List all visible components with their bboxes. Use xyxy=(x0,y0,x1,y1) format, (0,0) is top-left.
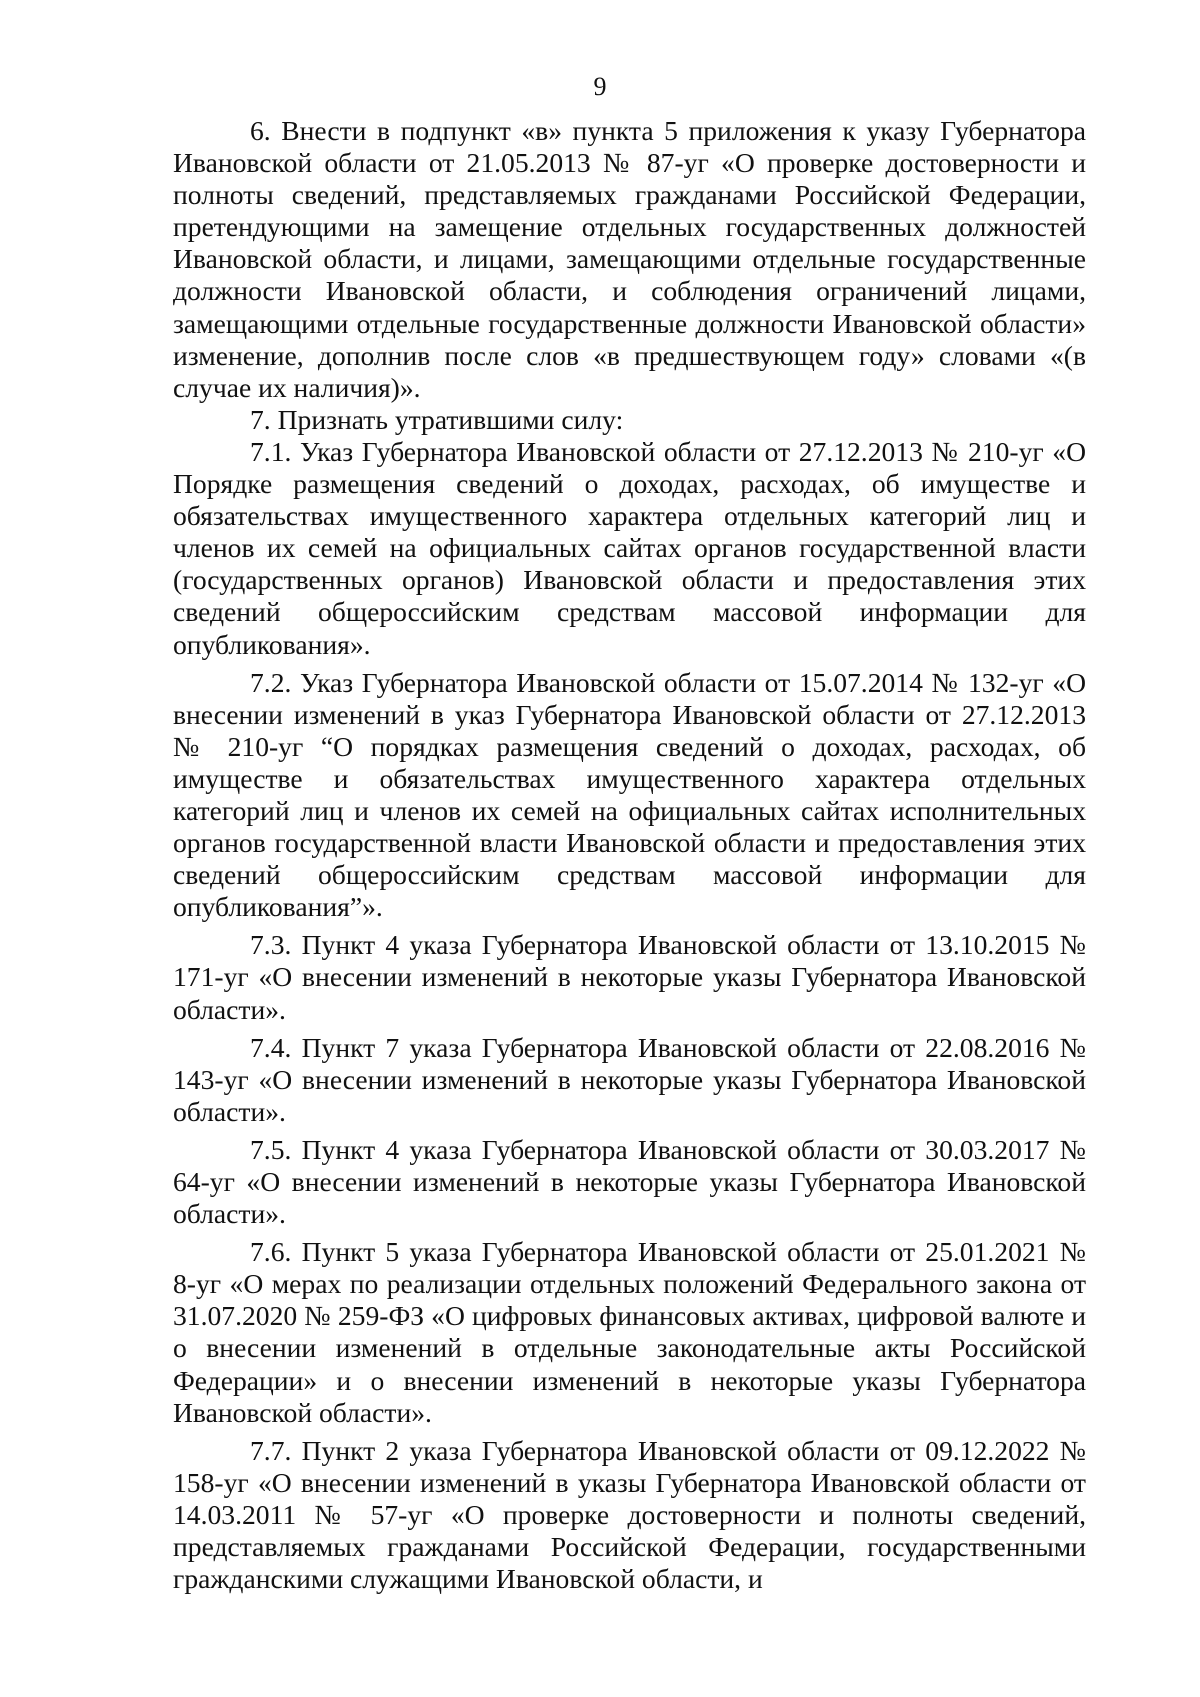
paragraph-7-4: 7.4. Пункт 7 указа Губернатора Ивановской области от 22.08.2016 № 143-уг «О внесении изменений в некоторые указы Губернатора Ивановской области». xyxy=(173,1031,1086,1127)
paragraph-7-1: 7.1. Указ Губернатора Ивановской области от 27.12.2013 № 210-уг «О Порядке размещения сведений о доходах, расходах, об имуществе и обязательствах имущественного характера отдельных категорий лиц и членов их семей на официальных сайтах органов государственной власти (государственных органов) Ивановской области и предоставления этих сведений общероссийским средствам массовой информации для опубликования». xyxy=(173,435,1086,660)
paragraph-7: 7. Признать утратившими силу: xyxy=(250,403,624,435)
paragraph-7-6: 7.6. Пункт 5 указа Губернатора Ивановской области от 25.01.2021 № 8-уг «О мерах по реализации отдельных положений Федерального закона от 31.07.2020 № 259-ФЗ «О цифровых финансовых активах, цифровой валюте и о внесении изменений в отдельные законодательные акты Российской Федерации» и о внесении изменений в некоторые указы Губернатора Ивановской области». xyxy=(173,1236,1086,1428)
paragraph-7-3: 7.3. Пункт 4 указа Губернатора Ивановской области от 13.10.2015 № 171-уг «О внесении изменений в некоторые указы Губернатора Ивановской области». xyxy=(173,929,1086,1025)
paragraph-6: 6. Внести в подпункт «в» пункта 5 приложения к указу Губернатора Ивановской области от 21.05.2013 № 87-уг «О проверке достоверности и полноты сведений, представляемых гражданами Российской Федерации, претендующими на замещение отдельных государственных должностей Ивановской области, и лицами, замещающими отдельные государственные должности Ивановской области, и соблюдения ограничений лицами, замещающими отдельные государственные должности Ивановской области» изменение, дополнив после слов «в предшествующем году» словами «(в случае их наличия)». xyxy=(173,115,1086,403)
document-body xyxy=(173,115,1086,1595)
paragraph-7-5: 7.5. Пункт 4 указа Губернатора Ивановской области от 30.03.2017 № 64-уг «О внесении изменений в некоторые указы Губернатора Ивановской области». xyxy=(173,1133,1086,1230)
paragraph-7-7: 7.7. Пункт 2 указа Губернатора Ивановской области от 09.12.2022 № 158-уг «О внесении изменений в указы Губернатора Ивановской области от 14.03.2011 № 57-уг «О проверке достоверности и полноты сведений, представляемых гражданами Российской Федерации, государственными гражданскими служащими Ивановской области, и xyxy=(173,1434,1086,1595)
paragraph-7-2: 7.2. Указ Губернатора Ивановской области от 15.07.2014 № 132-уг «О внесении изменений в указ Губернатора Ивановской области от 27.12.2013 № 210-уг “О порядках размещения сведений о доходах, расходах, об имуществе и обязательствах имущественного характера отдельных категорий лиц и членов их семей на официальных сайтах исполнительных органов государственной власти Ивановской области и предоставления этих сведений общероссийским средствам массовой информации для опубликования”». xyxy=(173,666,1086,923)
page-number: 9 xyxy=(593,72,607,101)
